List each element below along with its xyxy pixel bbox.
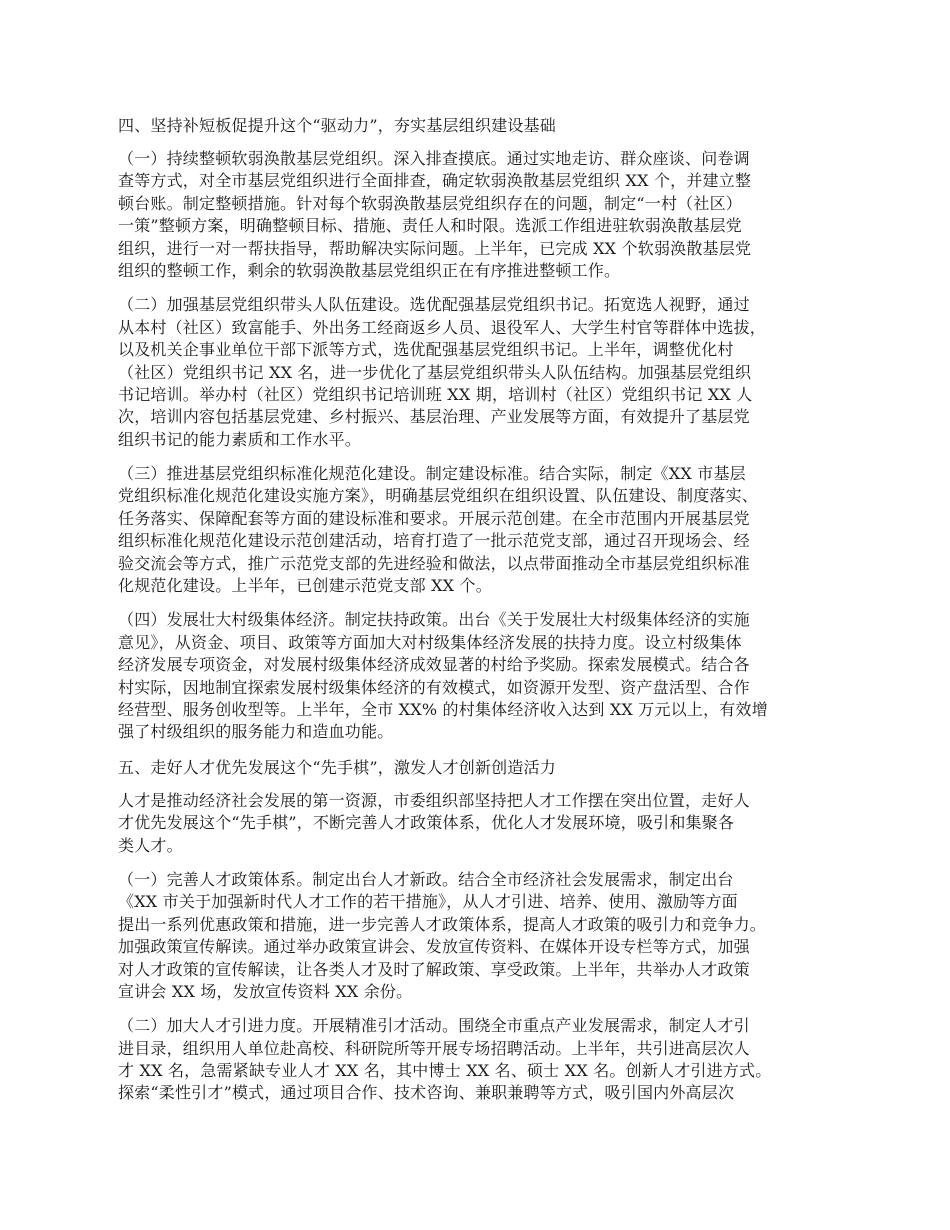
text-line: 五、走好人才优先发展这个“先手棋”，激发人才创新创造活力 — [118, 757, 556, 777]
paragraph — [118, 294, 858, 451]
text-line: 组织的整顿工作，剩余的软弱涣散基层党组织正在有序推进整顿工作。 — [118, 260, 621, 280]
paragraph — [118, 609, 858, 743]
text-line: 组织书记的能力素质和工作水平。 — [118, 429, 362, 449]
text-line: 任务落实、保障配套等方面的建设标准和要求。开展示范创建。在全市范围内开展基层党 — [118, 508, 750, 528]
section-heading — [118, 114, 858, 138]
text-line: 才优先发展这个“先手棋”，不断完善人才政策体系，优化人才发展环境，吸引和集聚各 — [118, 813, 735, 833]
paragraph — [118, 148, 858, 282]
text-line: 探索“柔性引才”模式，通过项目合作、技术咨询、兼职兼聘等方式，吸引国内外高层次 — [118, 1083, 735, 1103]
text-line: 加强政策宣传解读。通过举办政策宣讲会、发放宣传资料、在媒体开设专栏等方式，加强 — [118, 937, 750, 957]
text-line: 党组织标准化规范化建设实施方案》，明确基层党组织在组织设置、队伍建设、制度落实、 — [118, 486, 759, 506]
document-page — [118, 114, 858, 1117]
text-line: 从本村（社区）致富能手、外出务工经商返乡人员、退役军人、大学生村官等群体中选拔， — [118, 317, 767, 337]
text-line: 《XX 市关于加强新时代人才工作的若干措施》，从人才引进、培养、使用、激励等方面 — [118, 892, 738, 912]
text-line: 意见》，从资金、项目、政策等方面加大对村级集体经济发展的扶持力度。设立村级集体 — [118, 632, 742, 652]
text-line: 次，培训内容包括基层党建、乡村振兴、基层治理、产业发展等方面，有效提升了基层党 — [118, 407, 750, 427]
section-heading — [118, 756, 858, 780]
text-line: 以及机关企事业单位干部下派等方式，选优配强基层党组织书记。上半年，调整优化村 — [118, 340, 734, 360]
text-line: 进目录，组织用人单位赴高校、科研院所等开展专场招聘活动。上半年，共引进高层次人 — [118, 1038, 750, 1058]
text-line: 组织标准化规范化建设示范创建活动，培育打造了一批示范党支部，通过召开现场会、经 — [118, 531, 750, 551]
text-line: 查等方式，对全市基层党组织进行全面排查，确定软弱涣散基层党组织 XX 个，并建立整 — [118, 171, 752, 191]
text-line: 类人才。 — [118, 835, 183, 855]
text-line: 组织，进行一对一帮扶指导，帮助解决实际问题。上半年，已完成 XX 个软弱涣散基层党 — [118, 238, 752, 258]
text-line: （一）完善人才政策体系。制定出台人才新政。结合全市经济社会发展需求，制定出台 — [118, 869, 734, 889]
paragraph — [118, 790, 858, 857]
paragraph — [118, 869, 858, 1003]
text-line: 才 XX 名，急需紧缺专业人才 XX 名，其中博士 XX 名、硕士 XX 名。创新人才引进方式。 — [118, 1061, 772, 1081]
text-line: （二）加强基层党组织带头人队伍建设。选优配强基层党组织书记。拓宽选人视野，通过 — [118, 295, 750, 315]
paragraph — [118, 1015, 858, 1105]
text-line: 经济发展专项资金，对发展村级集体经济成效显著的村给予奖励。探索发展模式。结合各 — [118, 655, 750, 675]
text-line: 一策”整顿方案，明确整顿目标、措施、责任人和时限。选派工作组进驻软弱涣散基层党 — [118, 216, 742, 236]
text-line: （社区）党组织书记 XX 名，进一步优化了基层党组织带头人队伍结构。加强基层党组织 — [118, 362, 752, 382]
text-line: （二）加大人才引进力度。开展精准引才活动。围绕全市重点产业发展需求，制定人才引 — [118, 1016, 750, 1036]
text-line: 化规范化建设。上半年，已创建示范党支部 XX 个。 — [118, 576, 492, 596]
text-line: 人才是推动经济社会发展的第一资源，市委组织部坚持把人才工作摆在突出位置，走好人 — [118, 790, 750, 810]
text-line: 验交流会等方式，推广示范党支部的先进经验和做法，以点带面推动全市基层党组织标准 — [118, 553, 750, 573]
text-line: 提出一系列优惠政策和措施，进一步完善人才政策体系，提高人才政策的吸引力和竞争力。 — [118, 914, 767, 934]
text-line: （一）持续整顿软弱涣散基层党组织。深入排查摸底。通过实地走访、群众座谈、问卷调 — [118, 149, 750, 168]
text-line: 对人才政策的宣传解读，让各类人才及时了解政策、享受政策。上半年，共举办人才政策 — [118, 959, 750, 979]
text-line: 经营型、服务创收型等。上半年，全市 XX% 的村集体经济收入达到 XX 万元以上，有效增 — [118, 699, 768, 719]
paragraph — [118, 463, 858, 597]
text-line: 村实际，因地制宜探索发展村级集体经济的有效模式，如资源开发型、资产盘活型、合作 — [118, 677, 750, 697]
text-line: 书记培训。举办村（社区）党组织书记培训班 XX 期，培训村（社区）党组织书记 XX 人 — [118, 384, 753, 404]
text-line: 强了村级组织的服务能力和造血功能。 — [118, 722, 394, 742]
text-line: 四、坚持补短板促提升这个“驱动力”，夯实基层组织建设基础 — [118, 116, 556, 135]
text-line: （三）推进基层党组织标准化规范化建设。制定建设标准。结合实际，制定《XX 市基层 — [118, 464, 746, 484]
text-line: 顿台账。制定整顿措施。针对每个软弱涣散基层党组织存在的问题，制定“一村（社区） — [118, 193, 742, 213]
text-line: （四）发展壮大村级集体经济。制定扶持政策。出台《关于发展壮大村级集体经济的实施 — [118, 610, 750, 630]
text-line: 宣讲会 XX 场，发放宣传资料 XX 余份。 — [118, 981, 413, 1001]
